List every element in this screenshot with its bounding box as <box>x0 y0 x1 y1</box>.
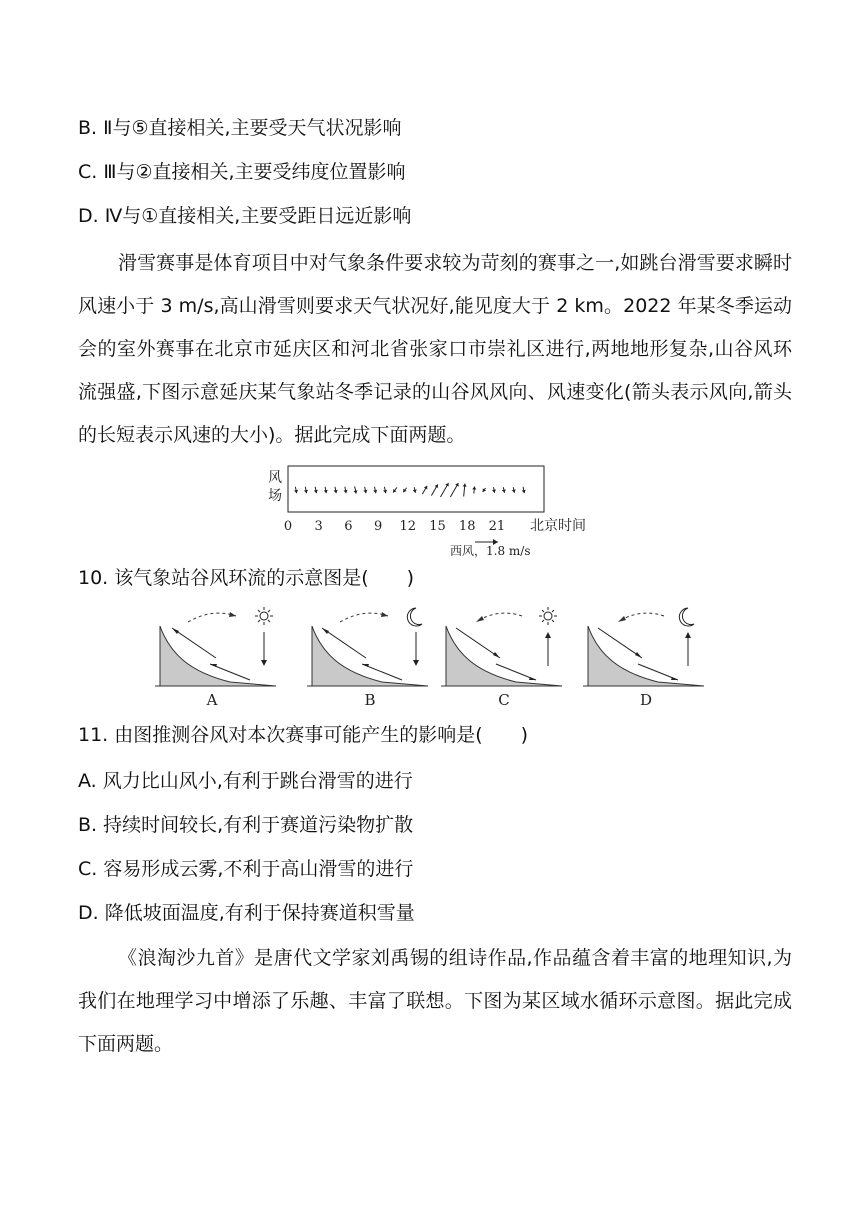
ylabel-char-1: 风 <box>268 470 282 486</box>
wind-arrows <box>294 483 526 497</box>
tick-label-12: 12 <box>399 519 417 534</box>
option-b-prev: B. Ⅱ与⑤直接相关,主要受天气状况影响 <box>78 117 402 139</box>
question-11: 11. 由图推测谷风对本次赛事可能产生的影响是( ) <box>78 724 529 746</box>
q11-option-c: C. 容易形成云雾,不利于高山滑雪的进行 <box>78 858 414 880</box>
legend-text: 西风，1.8 m/s <box>450 544 531 558</box>
moon-icon-b <box>407 608 422 626</box>
tick-label-6: 6 <box>344 519 353 534</box>
tick-label-18: 18 <box>458 519 476 534</box>
q11-option-b: B. 持续时间较长,有利于赛道污染物扩散 <box>78 814 414 836</box>
label-c: C <box>498 691 510 709</box>
q11-option-d: D. 降低坡面温度,有利于保持赛道积雪量 <box>78 902 415 924</box>
diagram-c <box>441 607 562 709</box>
sun-icon-a <box>260 612 268 620</box>
tick-label-15: 15 <box>429 519 446 534</box>
moon-icon-d <box>679 608 694 626</box>
label-b: B <box>364 691 376 709</box>
wind-arrowhead-18 <box>472 486 476 489</box>
wind-field-figure <box>260 460 600 560</box>
wind-field-frame <box>288 466 544 512</box>
tick-label-0: 0 <box>283 519 293 534</box>
wind-ticks <box>284 519 505 534</box>
label-d: D <box>639 691 653 709</box>
wind-arrowhead-17 <box>463 484 467 487</box>
sun-icon-c <box>544 612 552 620</box>
diagram-d <box>583 608 704 709</box>
label-a: A <box>206 691 218 709</box>
option-c-prev: C. Ⅲ与②直接相关,主要受纬度位置影响 <box>78 161 406 183</box>
tick-label-21: 21 <box>488 519 506 534</box>
ylabel-char-2: 场 <box>268 488 282 504</box>
xlabel: 北京时间 <box>530 518 586 534</box>
tick-label-9: 9 <box>373 519 383 534</box>
tick-label-3: 3 <box>314 519 323 534</box>
diagram-a <box>155 607 276 709</box>
circulation-diagrams <box>150 604 710 714</box>
question-10: 10. 该气象站谷风环流的示意图是( ) <box>78 567 415 589</box>
option-d-prev: D. Ⅳ与①直接相关,主要受距日远近影响 <box>78 205 412 227</box>
passage-poem: 《浪淘沙九首》是唐代文学家刘禹锡的组诗作品,作品蕴含着丰富的地理知识,为我们在地理学习中增添了乐趣、丰富了联想。下图为某区域水循环示意图。据此完成下面两题。 <box>78 947 792 1055</box>
passage-ski: 滑雪赛事是体育项目中对气象条件要求较为苛刻的赛事之一,如跳台滑雪要求瞬时风速小于 3 m/s,高山滑雪则要求天气状况好,能见度大于 2 km。2022 年某冬季运动会的室外赛事在北京市延庆区和河北省张家口市崇礼区进行,两地地形复杂,山谷风环流强盛,下图示意延庆某气象站冬季记录的山谷风风向、风速变化(箭头表示风向,箭头的长短表示风速的大小)。据此完成下面两题。 <box>78 252 792 446</box>
q11-option-a: A. 风力比山风小,有利于跳台滑雪的进行 <box>78 770 413 792</box>
diagram-b <box>307 608 428 709</box>
